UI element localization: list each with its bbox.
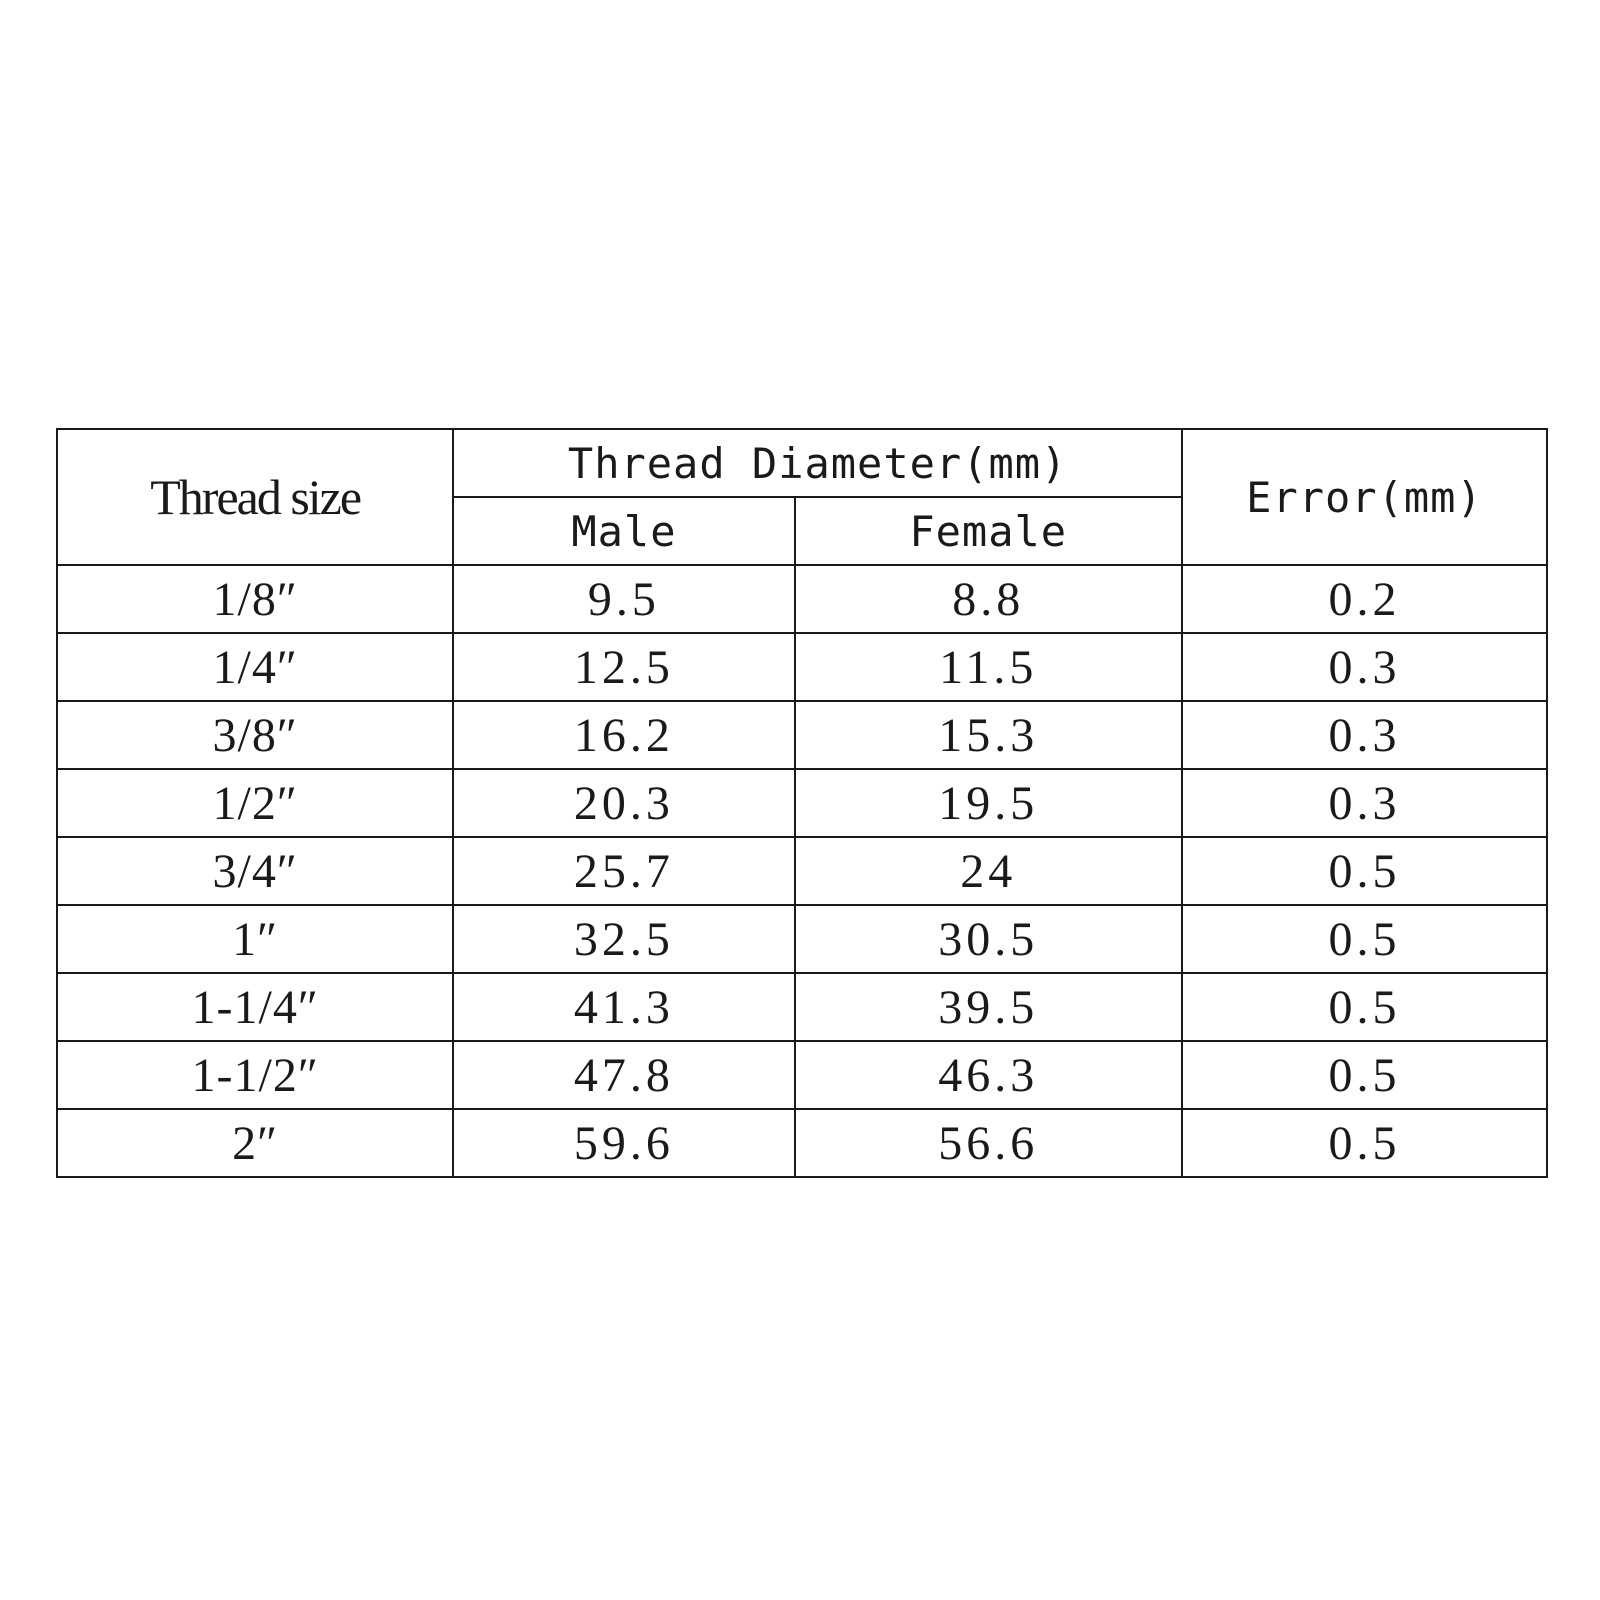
male-diameter-cell: 59.6 xyxy=(453,1109,794,1177)
female-diameter-cell: 56.6 xyxy=(795,1109,1182,1177)
table-row xyxy=(57,769,1547,837)
error-cell: 0.5 xyxy=(1182,973,1547,1041)
male-diameter-cell: 32.5 xyxy=(453,905,794,973)
male-diameter-cell: 12.5 xyxy=(453,633,794,701)
error-cell: 0.3 xyxy=(1182,701,1547,769)
thread-size-cell: 1-1/2″ xyxy=(57,1041,453,1109)
female-diameter-cell: 15.3 xyxy=(795,701,1182,769)
error-cell: 0.5 xyxy=(1182,1109,1547,1177)
thread-size-cell: 1″ xyxy=(57,905,453,973)
female-diameter-cell: 19.5 xyxy=(795,769,1182,837)
male-diameter-cell: 41.3 xyxy=(453,973,794,1041)
female-diameter-cell: 8.8 xyxy=(795,565,1182,633)
male-diameter-cell: 20.3 xyxy=(453,769,794,837)
female-diameter-cell: 30.5 xyxy=(795,905,1182,973)
table-row xyxy=(57,1041,1547,1109)
error-cell: 0.5 xyxy=(1182,905,1547,973)
table-row xyxy=(57,905,1547,973)
female-diameter-cell: 39.5 xyxy=(795,973,1182,1041)
table-row xyxy=(57,973,1547,1041)
header-thread-diameter: Thread Diameter(mm) xyxy=(453,429,1182,497)
thread-size-cell: 1-1/4″ xyxy=(57,973,453,1041)
table-row xyxy=(57,1109,1547,1177)
thread-size-table xyxy=(56,428,1548,1178)
table-row xyxy=(57,565,1547,633)
header-male: Male xyxy=(453,497,794,565)
male-diameter-cell: 9.5 xyxy=(453,565,794,633)
header-thread-size: Thread size xyxy=(57,429,453,565)
female-diameter-cell: 46.3 xyxy=(795,1041,1182,1109)
table-row xyxy=(57,837,1547,905)
table-row xyxy=(57,701,1547,769)
male-diameter-cell: 16.2 xyxy=(453,701,794,769)
male-diameter-cell: 47.8 xyxy=(453,1041,794,1109)
table-row xyxy=(57,633,1547,701)
header-error: Error(mm) xyxy=(1182,429,1547,565)
female-diameter-cell: 11.5 xyxy=(795,633,1182,701)
thread-size-cell: 3/4″ xyxy=(57,837,453,905)
male-diameter-cell: 25.7 xyxy=(453,837,794,905)
thread-size-cell: 1/2″ xyxy=(57,769,453,837)
error-cell: 0.5 xyxy=(1182,1041,1547,1109)
error-cell: 0.2 xyxy=(1182,565,1547,633)
thread-size-cell: 3/8″ xyxy=(57,701,453,769)
female-diameter-cell: 24 xyxy=(795,837,1182,905)
error-cell: 0.5 xyxy=(1182,837,1547,905)
thread-size-cell: 1/4″ xyxy=(57,633,453,701)
thread-size-cell: 2″ xyxy=(57,1109,453,1177)
error-cell: 0.3 xyxy=(1182,633,1547,701)
header-female: Female xyxy=(795,497,1182,565)
error-cell: 0.3 xyxy=(1182,769,1547,837)
thread-size-cell: 1/8″ xyxy=(57,565,453,633)
